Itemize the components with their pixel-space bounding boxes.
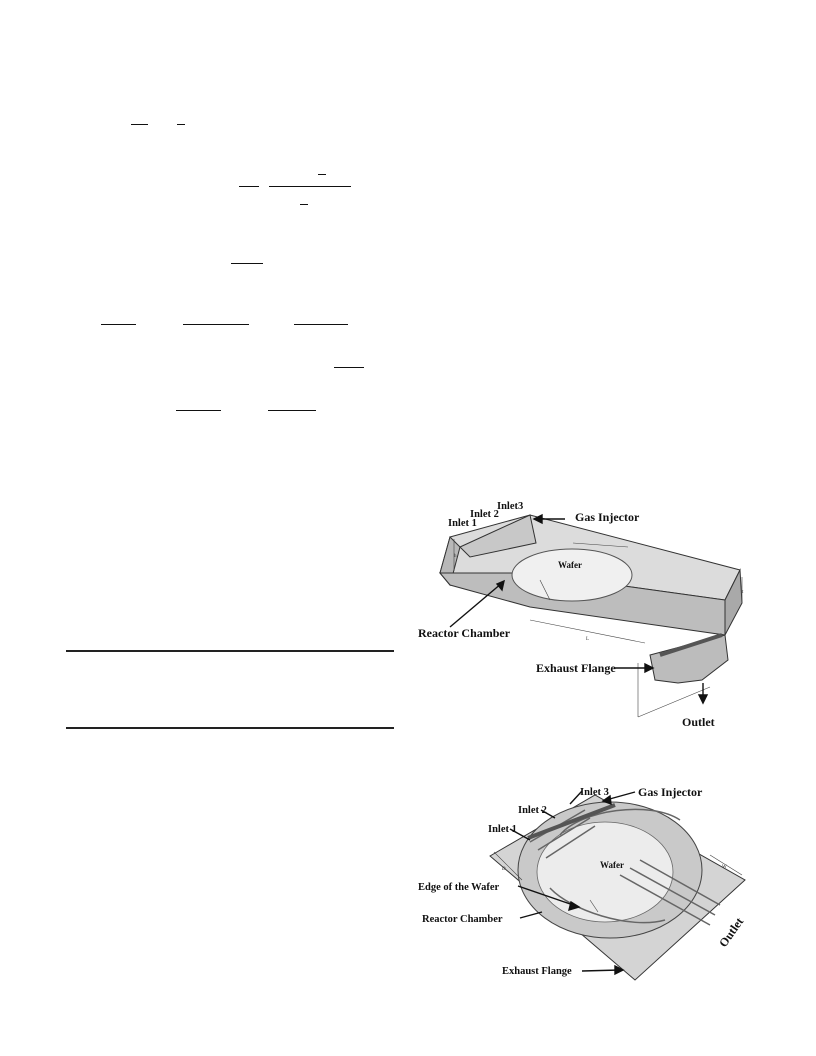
fraction-bar (101, 324, 136, 325)
fraction-bar (334, 367, 364, 368)
table-bottom-rule (66, 727, 394, 729)
label-reactor-chamber: Reactor Chamber (422, 914, 503, 925)
dim-label: L (586, 637, 590, 642)
reactor-top-view-figure (410, 780, 760, 995)
label-inlet2: Inlet 2 (470, 509, 499, 520)
fraction-bar (268, 410, 316, 411)
fraction-bar (231, 263, 263, 264)
fraction-bar (239, 186, 259, 187)
label-outlet: Outlet (715, 914, 747, 950)
label-exhaust-flange: Exhaust Flange (536, 661, 616, 675)
dim-label: W (722, 865, 727, 870)
wafer-disk (537, 822, 673, 922)
label-gas-injector: Gas Injector (638, 785, 703, 799)
fraction-bar (176, 410, 221, 411)
exhaust-flange-shape (650, 635, 728, 683)
fraction-bar (177, 124, 185, 125)
label-reactor-chamber: Reactor Chamber (418, 626, 511, 640)
label-outlet: Outlet (682, 715, 715, 729)
label-exhaust-flange: Exhaust Flange (502, 966, 572, 977)
dim-label: h (454, 554, 457, 559)
label-inlet1: Inlet 1 (488, 824, 517, 835)
label-inlet1: Inlet 1 (448, 518, 477, 529)
fraction-bar (294, 324, 348, 325)
label-gas-injector: Gas Injector (575, 510, 640, 524)
fraction-bar (318, 174, 326, 175)
dim-label: t (742, 590, 744, 595)
dim-label: D (502, 867, 506, 872)
reactor-isometric-figure (410, 495, 760, 735)
table-top-rule (66, 650, 394, 652)
fraction-bar (300, 204, 308, 205)
label-wafer: Wafer (600, 860, 624, 870)
fraction-bar (183, 324, 249, 325)
label-inlet3: Inlet 3 (580, 787, 609, 798)
fraction-bar (269, 186, 351, 187)
wafer-shape (512, 549, 632, 601)
label-edge-of-wafer: Edge of the Wafer (418, 882, 500, 893)
label-inlet2: Inlet 2 (518, 805, 547, 816)
label-wafer: Wafer (558, 560, 582, 570)
fraction-bar (131, 124, 148, 125)
label-inlet3: Inlet3 (497, 501, 524, 512)
